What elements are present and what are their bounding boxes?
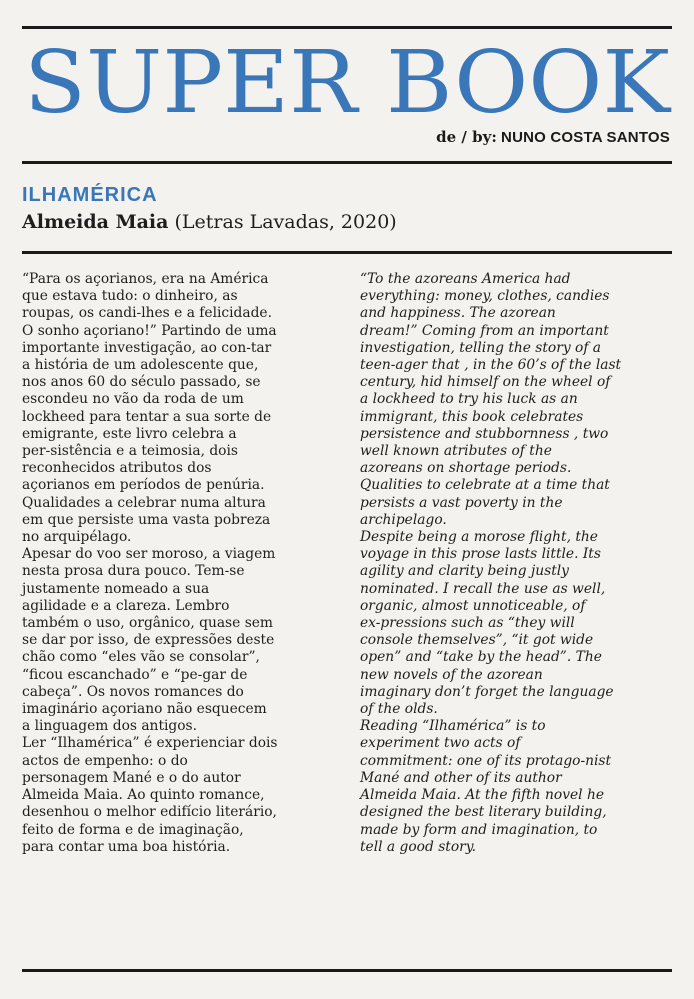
english-text-line: agility and clarity being justly: [360, 563, 569, 580]
english-text-line: immigrant, this book celebrates: [360, 408, 584, 425]
english-text-line: commitment: one of its protago-nist: [360, 752, 612, 769]
header-rule: [22, 161, 672, 164]
portuguese-text-line: nesta prosa dura pouco. Tem-se: [22, 563, 245, 580]
portuguese-text-line: se dar por isso, de expressões deste: [22, 632, 275, 649]
english-text-line: and happiness. The azorean: [360, 305, 556, 322]
portuguese-text-line: importante investigação, ao con-tar: [22, 339, 272, 356]
english-text-line: voyage in this prose lasts little. Its: [360, 546, 601, 563]
english-text-line: everything: money, clothes, candies: [360, 288, 610, 305]
english-text-line: ex-pressions such as “they will: [360, 615, 575, 632]
english-text-line: persists a vast poverty in the: [360, 494, 563, 511]
book-publisher-year: (Letras Lavadas, 2020): [174, 211, 397, 233]
section-rule: [22, 251, 672, 254]
portuguese-text-line: per-sistência e a teimosia, dois: [22, 443, 238, 460]
portuguese-text-line: Almeida Maia. Ao quinto romance,: [22, 787, 265, 804]
english-text-line: investigation, telling the story of a: [360, 339, 602, 356]
portuguese-text-line: também o uso, orgânico, quase sem: [22, 615, 274, 632]
english-text-line: open” and “take by the head”. The: [360, 649, 602, 666]
portuguese-text-line: chão como “eles vão se consolar”,: [22, 649, 260, 666]
masthead-title: SUPER BOOK: [24, 34, 672, 120]
book-author-name: Almeida Maia: [22, 211, 169, 233]
portuguese-text-line: que estava tudo: o dinheiro, as: [22, 288, 238, 305]
english-text-line: persistence and stubbornness , two: [360, 425, 609, 442]
portuguese-text-line: nos anos 60 do século passado, se: [22, 374, 261, 391]
portuguese-text-line: O sonho açoriano!” Partindo de uma: [22, 322, 277, 339]
top-rule: [22, 26, 672, 29]
portuguese-text-line: a história de um adolescente que,: [22, 357, 259, 374]
portuguese-text-line: escondeu no vão da roda de um: [22, 391, 244, 408]
portuguese-text-line: agilidade e a clareza. Lembro: [22, 597, 230, 614]
portuguese-text-line: açorianos em períodos de penúria.: [22, 477, 265, 494]
book-title: ILHAMÉRICA: [22, 184, 158, 206]
english-text-line: of the olds.: [360, 701, 438, 718]
english-text-line: Qualities to celebrate at a time that: [360, 477, 610, 494]
portuguese-text-line: lockheed para tentar a sua sorte de: [22, 408, 272, 425]
byline: [436, 128, 670, 146]
english-text-line: archipelago.: [360, 511, 447, 528]
book-author-line: [22, 211, 397, 233]
portuguese-text-line: desenhou o melhor edifício literário,: [22, 804, 277, 821]
english-text-line: experiment two acts of: [360, 735, 521, 752]
english-text-line: dream!” Coming from an important: [360, 322, 609, 339]
english-text-line: designed the best literary building,: [360, 804, 607, 821]
portuguese-text-line: roupas, os candi-lhes e a felicidade.: [22, 305, 272, 322]
english-text-line: made by form and imagination, to: [360, 821, 598, 838]
portuguese-text-line: em que persiste uma vasta pobreza: [22, 511, 271, 528]
english-text-line: Mané and other of its author: [360, 769, 562, 786]
english-text-line: Almeida Maia. At the fifth novel he: [360, 787, 604, 804]
english-text-line: a lockheed to try his luck as an: [360, 391, 578, 408]
portuguese-text-line: no arquipélago.: [22, 529, 132, 546]
english-text-line: new novels of the azorean: [360, 666, 543, 683]
english-text-line: nominated. I recall the use as well,: [360, 580, 606, 597]
english-text-line: century, hid himself on the wheel of: [360, 374, 611, 391]
english-text-line: Reading “Ilhamérica” is to: [360, 718, 546, 735]
english-text-line: “To the azoreans America had: [360, 271, 571, 287]
portuguese-text-line: Apesar do voo ser moroso, a viagem: [22, 546, 276, 563]
portuguese-text-line: Ler “Ilhamérica” é experienciar dois: [22, 735, 278, 752]
portuguese-text-line: reconhecidos atributos dos: [22, 460, 212, 477]
english-text-line: organic, almost unnoticeable, of: [360, 597, 586, 614]
masthead-logo: [22, 34, 672, 120]
english-text-line: console themselves”, “it got wide: [360, 632, 594, 649]
portuguese-text-line: Qualidades a celebrar numa altura: [22, 494, 266, 511]
portuguese-text-line: imaginário açoriano não esquecem: [22, 701, 267, 718]
english-text-line: well known atributes of the: [360, 443, 552, 460]
portuguese-text-line: feito de forma e de imaginação,: [22, 821, 244, 838]
portuguese-text-line: “ficou escanchado” e “pe-gar de: [22, 666, 248, 683]
portuguese-text-line: para contar uma boa história.: [22, 838, 231, 855]
portuguese-text-line: cabeça”. Os novos romances do: [22, 683, 244, 700]
english-text-line: tell a good story.: [360, 838, 477, 855]
portuguese-text-line: a linguagem dos antigos.: [22, 718, 198, 735]
byline-author-name: NUNO COSTA SANTOS: [501, 129, 670, 146]
portuguese-text-line: “Para os açorianos, era na América: [22, 271, 269, 287]
portuguese-review-column: [22, 271, 337, 856]
byline-label: de / by:: [436, 128, 497, 146]
bottom-rule: [22, 969, 672, 972]
masthead: [22, 34, 672, 120]
english-text-line: imaginary don’t forget the language: [360, 683, 614, 700]
portuguese-text-line: personagem Mané e o do autor: [22, 769, 241, 786]
portuguese-text-line: emigrante, este livro celebra a: [22, 425, 237, 442]
english-text-line: azoreans on shortage periods.: [360, 460, 572, 477]
portuguese-text-line: justamente nomeado a sua: [22, 580, 210, 597]
english-review-column: [360, 271, 672, 856]
english-text-line: teen-ager that , in the 60’s of the last: [360, 357, 622, 374]
portuguese-text-line: actos de empenho: o do: [22, 752, 188, 769]
english-text-line: Despite being a morose flight, the: [360, 529, 598, 546]
